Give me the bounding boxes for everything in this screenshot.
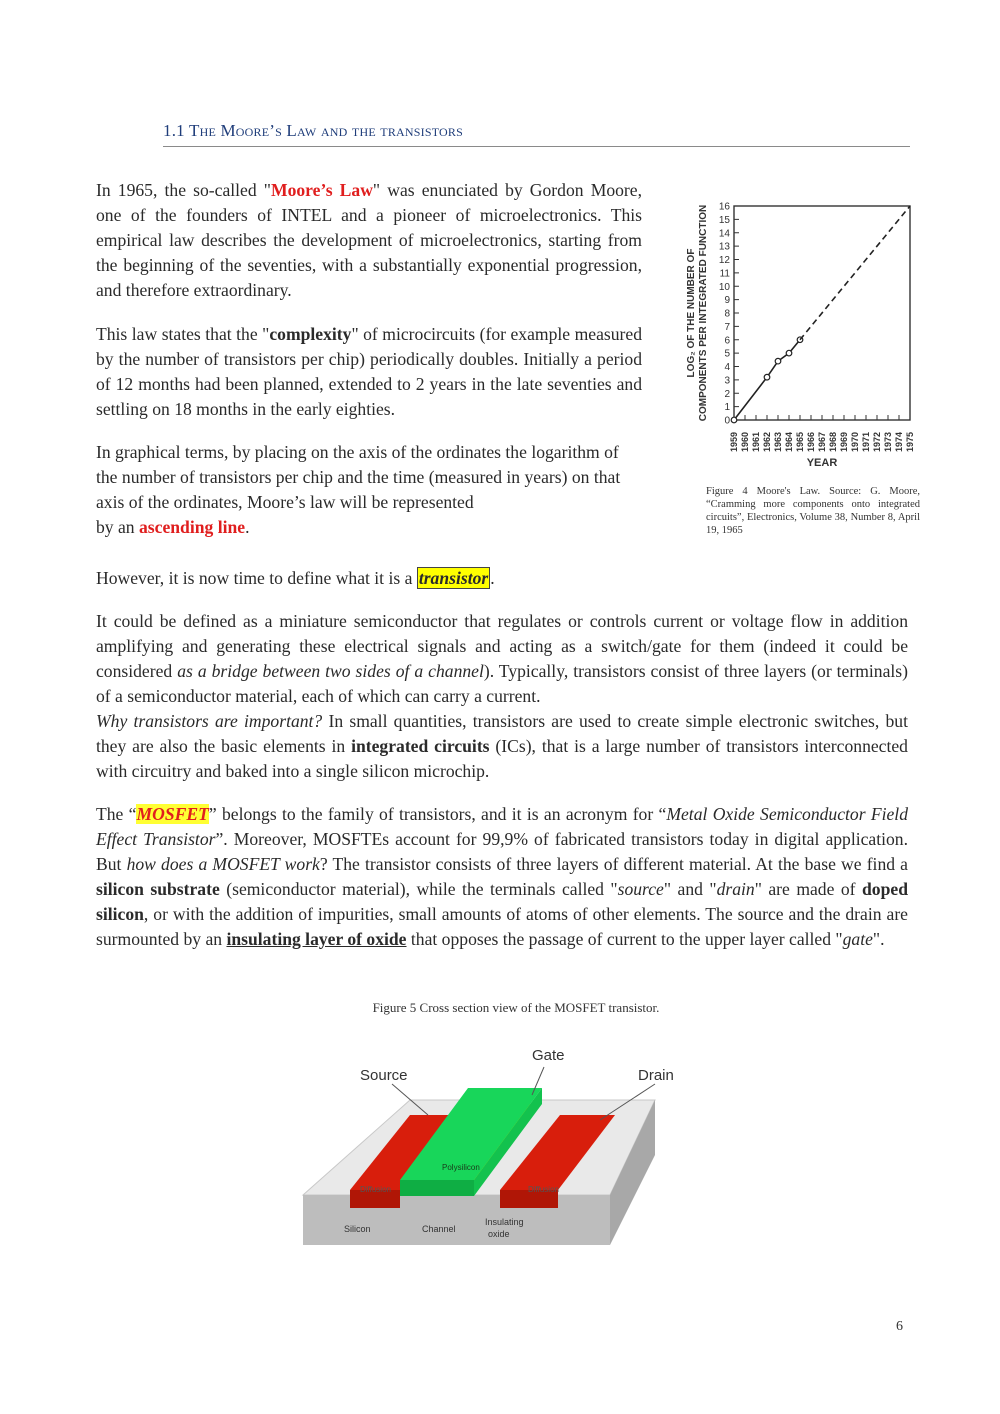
data-point [775,358,781,364]
text-run: " was enunciated by Gordon Moore, one of the founders of INTEL and a pioneer of microelectronics. This empirical law describes the development of microelectronics, starting from the beginning of the seventies, with a substantially exponential progression, and therefore extraordinary. [96,180,643,300]
gate-front [400,1180,474,1196]
section-heading [163,121,913,141]
y-tick-label: 3 [724,375,730,387]
page-number: 6 [896,1319,903,1334]
x-tick-label: 1963 [773,431,783,452]
mosfet-paragraph [96,802,908,952]
y-tick-label: 13 [718,241,730,253]
x-tick-label: 1964 [784,431,794,452]
integrated-circuits-term: integrated circuits [351,736,490,756]
y-tick-label: 16 [718,201,730,213]
diffusion-right-label: Diffusion [528,1185,559,1194]
heading-rule [163,146,910,147]
x-tick-label: 1970 [850,431,860,452]
y-tick-label: 11 [719,268,730,280]
x-tick-label: 1969 [839,431,849,452]
x-axis-label: YEAR [806,457,838,469]
insulating-label-line1: Insulating [485,1217,524,1227]
text-run: ". [872,929,885,949]
drain-label: Drain [638,1067,674,1084]
text-run: However, it is now time to define what it is a [96,568,417,588]
channel-label: Channel [422,1224,456,1234]
x-tick-label: 1960 [740,431,750,452]
insulating-label-line2: oxide [488,1229,510,1239]
silicon-label: Silicon [344,1224,371,1234]
y-axis-label-line2: COMPONENTS PER INTEGRATED FUNCTION [698,204,709,422]
text-run: It could be defined as a miniature semiconductor that regulates or controls current or voltage flow in addition amplifying and generating these electrical signals and acting as a switch/gate for them (indeed it could be considered [96,611,908,681]
y-tick-label: 6 [724,335,730,347]
x-tick-label: 1966 [806,431,816,452]
text-run: (ICs), that is a large number of transistors interconnected with circuitry and baked into a single silicon microchip. [96,736,908,781]
x-tick-label: 1972 [872,431,882,452]
insulating-oxide-term: insulating layer of oxide [226,929,407,949]
text-run: that opposes the passage of current to the upper layer called " [406,929,843,949]
x-tick-label: 1962 [762,431,772,452]
text-run: In small quantities, transistors are used to create simple electronic switches, but they are also the basic elements in [96,711,908,756]
section-number: 1.1 [163,121,185,140]
intro-paragraph-3 [96,440,642,540]
mosfet-term: MOSFET [136,804,209,824]
text-run: (semiconductor material), while the terminals called " [219,879,618,899]
gate-term: gate [842,929,873,949]
x-tick-label: 1959 [729,431,739,452]
y-tick-label: 12 [718,255,730,266]
text-run: The “ [96,804,137,824]
y-tick-label: 15 [718,214,730,226]
complexity-term: complexity [269,324,352,344]
y-tick-label: 5 [724,348,730,360]
diffusion-left-label: Diffusion [360,1185,391,1194]
text-run: " are made of [754,879,863,899]
moores-law-term: Moore’s Law [270,180,373,200]
data-point [731,417,737,423]
text-run: " of microcircuits (for example measured by the number of transistors per chip) periodically doubles. Initially a period of 12 months had been planned, extended to 2 years in the late seventies and settling on 18 months in the early eighties. [96,324,642,419]
y-tick-label: 10 [718,281,730,293]
text-run: ? The transistor consists of three layers of different material. At the base we find a [319,854,908,874]
text-run: . [245,517,250,537]
x-tick-label: 1975 [905,431,915,452]
y-tick-label: 1 [724,402,730,414]
x-tick-label: 1974 [894,431,904,452]
question-phrase: Why transistors are important? [96,711,323,731]
x-tick-label: 1967 [817,431,827,452]
bridge-phrase: as a bridge between two sides of a channel [177,661,484,681]
substrate-front [303,1195,610,1245]
data-point [764,374,770,380]
question-phrase: how does a MOSFET work [126,854,320,874]
gate-label: Gate [532,1047,565,1064]
text-run: , or with the addition of impurities, small amounts of atoms of other elements. The source and the drain are surmounted by an [96,904,908,949]
text-run: ). Typically, transistors consist of three layers (or terminals) of a semiconductor material, each of which can carry a current. [96,661,908,706]
x-tick-label: 1965 [795,431,805,452]
data-point [786,350,792,356]
intro-paragraph-2 [96,322,642,422]
doped-silicon-term: doped silicon [96,879,908,924]
moores-law-chart [674,168,924,473]
x-tick-label: 1961 [751,431,761,452]
source-label: Source [360,1067,408,1084]
polysilicon-label: Polysilicon [442,1163,480,1172]
figure-5-caption: Figure 5 Cross section view of the MOSFET transistor. [372,1000,660,1015]
definition-paragraph [96,609,908,784]
source-term: source [617,879,664,899]
y-tick-label: 8 [724,308,730,320]
mosfet-full-name: Metal Oxide Semiconductor Field Effect Transistor [96,804,908,849]
text-run: In 1965, the so-called " [96,180,271,200]
y-tick-label: 2 [724,388,730,400]
text-run: ” belongs to the family of transistors, and it is an acronym for “ [208,804,667,824]
y-tick-label: 14 [718,228,730,240]
section-title: The Moore’s Law and the transistors [189,121,463,140]
x-tick-label: 1973 [883,431,893,452]
intro-paragraph-1 [96,178,642,303]
text-run: . [490,568,495,588]
extrapolated-trend-line [800,206,910,340]
figure-4-caption: Figure 4 Moore's Law. Source: G. Moore, “Cramming more components onto integrated circuits”, Electronics, Volume 38, Number 8, April 19, 1965 [706,486,920,536]
transition-paragraph [96,566,908,591]
text-run: In graphical terms, by placing on the axis of the ordinates the logarithm of the number of transistors per chip and the time (measured in years) on that axis of the ordinates, Moore’s law will be represented [96,442,621,512]
text-run: This law states that the " [96,324,270,344]
y-axis-label-line1: LOG₂ OF THE NUMBER OF [686,248,697,378]
mosfet-diagram [300,1040,720,1250]
transistor-term: transistor [418,568,489,588]
x-tick-label: 1968 [828,431,838,452]
y-tick-label: 0 [724,415,730,427]
drain-term: drain [716,879,755,899]
text-run: by an [96,517,139,537]
silicon-substrate-term: silicon substrate [96,879,220,899]
x-tick-label: 1971 [861,431,871,452]
y-tick-label: 9 [724,295,730,307]
ascending-line-term: ascending line [139,517,246,537]
y-tick-label: 4 [724,362,730,373]
text-run: ”. Moreover, MOSFTEs account for 99,9% of fabricated transistors today in digital application. But [96,829,909,874]
y-tick-label: 7 [724,321,730,333]
text-run: " and " [663,879,717,899]
